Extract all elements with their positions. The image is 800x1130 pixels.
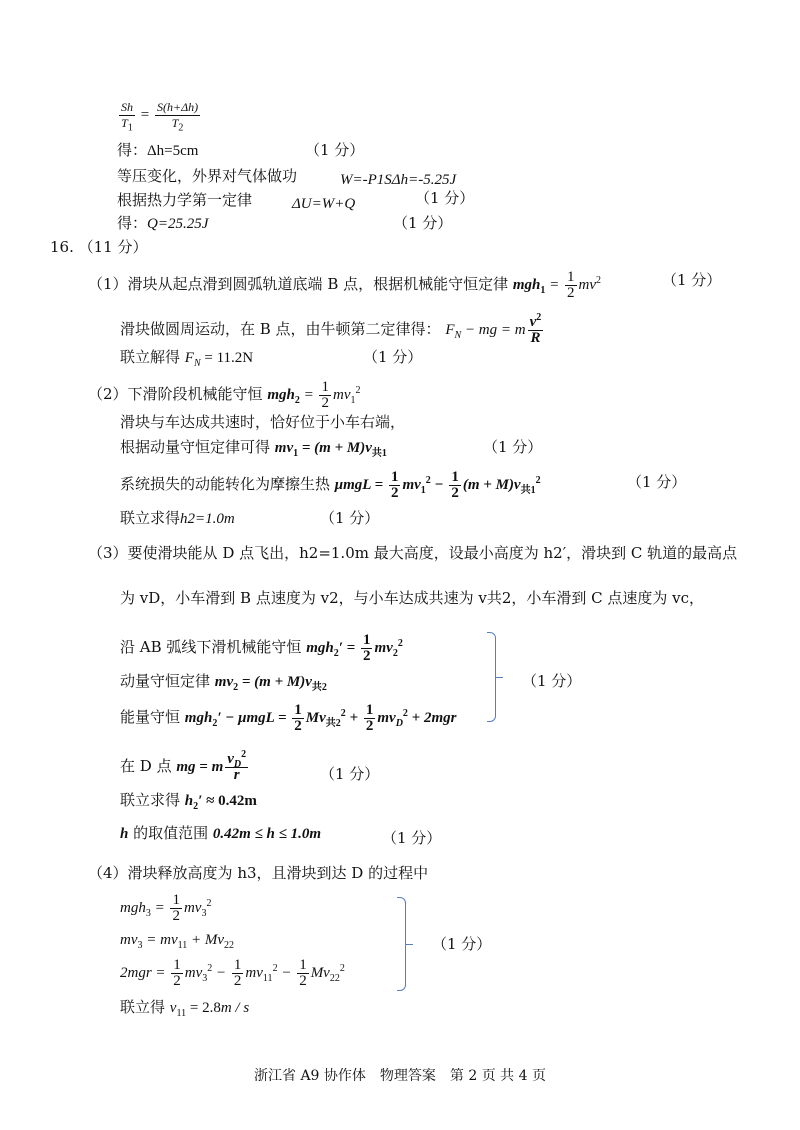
gas-ratio-equation: $\frac{Sh}{T_1}$ = $\frac{S(h+\Delta h)}{T_2}$ <box>121 100 199 134</box>
score-mark: （1 分） <box>483 438 543 456</box>
part-4-eq-1: mgh$_3$ = $\frac{1}{2}$ $mv_3^2$ <box>120 892 212 924</box>
score-mark: （1 分） <box>432 935 492 953</box>
part-3-eq-1: 沿 AB 弧线下滑机械能守恒 mgh$_2$′ = $\frac{1}{2}$ $mv_2^2$ <box>120 632 403 664</box>
part-4-eq-3: 2mgr = $\frac{1}{2}$ $mv_3^2$ − $\frac{1}{2}$ $mv_{11}^2$ − $\frac{1}{2}$ $Mv_{22}^2$ <box>120 957 345 989</box>
part-3-line-2: 为 vD，小车滑到 B 点速度为 v2，与小车达成共速为 v共2，小车滑到 C 点速度为 vc， <box>120 589 705 607</box>
score-mark: （1 分） <box>522 672 582 690</box>
brace-group-part-3 <box>487 632 496 722</box>
part-1-line-3: 联立解得 $F_N = 11.2N$ <box>120 348 254 369</box>
page-footer: 浙江省 A9 协作体 物理答案 第 2 页 共 4 页 <box>254 1068 546 1084</box>
work-equation: W=-P1SΔh=-5.25J <box>340 172 457 188</box>
part-2-line-4: 系统损失的动能转化为摩擦生热 μmgL = $\frac{1}{2}$ $mv_1^2$ − $\frac{1}{2}$ $(m + M)v_{共1}^2$ <box>120 469 541 501</box>
part-3-line-1: （3）要使滑块能从 D 点飞出，h2=1.0m 最大高度，设最小高度为 h2′，滑块到 C 轨道的最高点 <box>88 544 738 562</box>
question-16-header: 16. （11 分） <box>50 238 148 256</box>
isobaric-work-text: 等压变化，外界对气体做功 <box>117 167 298 185</box>
part-3-eq-5: 联立求得 $h_2' \approx 0.42m$ <box>120 791 257 812</box>
score-mark: （1 分） <box>662 271 722 289</box>
part-1-line-2: 滑块做圆周运动，在 B 点，由牛顿第二定律得： $F_N$ − mg = m $\frac{v^2}{R}$ <box>120 312 542 346</box>
first-law-equation: ΔU=W+Q <box>292 196 356 212</box>
score-mark: （1 分） <box>305 141 365 159</box>
score-mark: （1 分） <box>382 829 442 847</box>
part-4-eq-2: $mv_3 = mv_{11} + Mv_{22}$ <box>120 932 235 951</box>
score-mark: （1 分） <box>415 189 475 207</box>
part-1-energy-equation: mgh$_1$ <box>512 276 546 296</box>
score-mark: （1 分） <box>393 214 453 232</box>
first-law-text: 根据热力学第一定律 <box>117 191 253 209</box>
score-mark: （1 分） <box>320 509 380 527</box>
result-q: 得：Q=25.25J <box>117 214 209 232</box>
part-2-line-5: 联立求得h2=1.0m <box>120 509 235 527</box>
part-4-result: 联立得 $v_{11} = 2.8m / s$ <box>120 998 250 1019</box>
result-delta-h: 得：Δh=5cm <box>117 141 199 159</box>
brace-group-part-4 <box>397 897 406 991</box>
part-3-eq-4: 在 D 点 mg = m $\frac{v_D^2}{r}$ <box>120 749 247 783</box>
score-mark: （1 分） <box>627 473 687 491</box>
part-3-eq-3: 能量守恒 mgh$_2$′ − μmgL = $\frac{1}{2}$ $Mv_{共2}^2$ + $\frac{1}{2}$ $mv_D^2 + 2mgr$ <box>120 702 457 734</box>
score-mark: （1 分） <box>320 765 380 783</box>
part-1-line-1: （1）滑块从起点滑到圆弧轨道底端 B 点，根据机械能守恒定律 mgh$_1$ = $\frac{1}{2}$ $mv^2$ <box>88 269 602 301</box>
part-2-line-3: 根据动量守恒定律可得 $mv_1 = (m + M)v_{共1}$ <box>120 438 387 459</box>
part-3-eq-2: 动量守恒定律 $mv_2 = (m + M)v_{共2}$ <box>120 672 327 693</box>
part-4-line-1: （4）滑块释放高度为 h3，且滑块到达 D 的过程中 <box>88 864 429 882</box>
score-mark: （1 分） <box>363 348 423 366</box>
part-2-line-1: （2）下滑阶段机械能守恒 mgh$_2$ = $\frac{1}{2}$ $mv_1^2$ <box>88 379 361 411</box>
part-3-eq-6: h 的取值范围 0.42m ≤ h ≤ 1.0m <box>120 824 322 842</box>
part-2-line-2: 滑块与车达成共速时，恰好位于小车右端， <box>120 413 406 431</box>
